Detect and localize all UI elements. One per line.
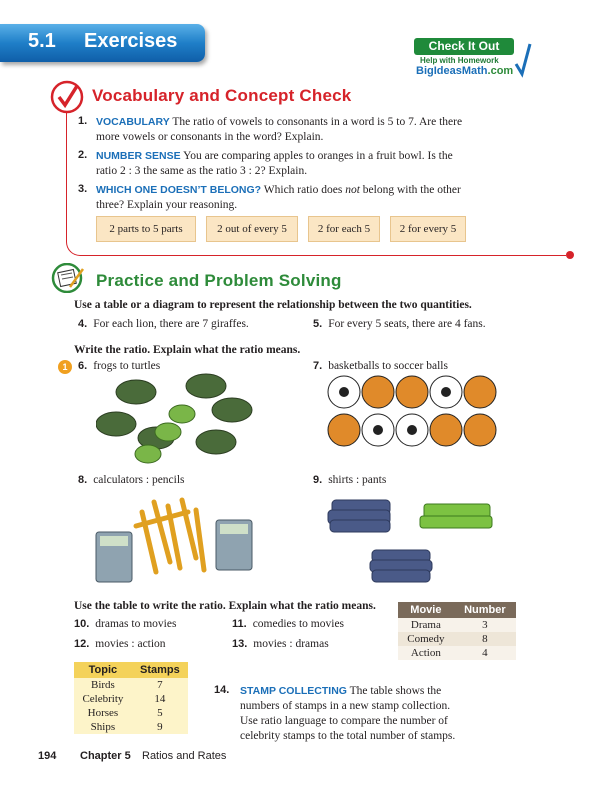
table-row: Horses 5 [74, 706, 188, 720]
section-number: 5.1 [28, 30, 56, 52]
instruction-1: Use a table or a diagram to represent the relationship between the two quantities. [74, 299, 472, 311]
table-row: Celebrity 14 [74, 692, 188, 706]
check-it-out-badge[interactable] [414, 38, 532, 82]
frogs-turtles-illustration [96, 372, 256, 468]
badge-subtitle: Help with Homework [420, 56, 499, 65]
chapter-label: Chapter 5 [80, 750, 131, 762]
stamp-table: Topic Stamps Birds 7 Celebrity 14 Horses 5 Ships 9 [74, 662, 188, 734]
movie-table: Movie Number Drama 3 Comedy 8 Action 4 [398, 602, 516, 660]
table-row: Drama 3 [398, 618, 516, 632]
balls-illustration [326, 374, 498, 450]
exercise-1: 1. VOCABULARY The ratio of vowels to consonants in a word is 5 to 7. Are there more vowels or consonants in the word? Explain. [78, 115, 463, 143]
practice-title: Practice and Problem Solving [96, 271, 342, 290]
checkmark-icon [514, 40, 532, 78]
choice-2: 2 out of every 5 [206, 216, 298, 242]
exercise-4: 4. For each lion, there are 7 giraffes. [78, 318, 249, 330]
exercise-6: 6. frogs to turtles [78, 360, 161, 372]
exercise-3: 3. WHICH ONE DOESN’T BELONG? Which ratio does not belong with the other three? Explain your reasoning. [78, 183, 461, 211]
badge-title: Check It Out [414, 38, 514, 55]
page-number: 194 [38, 750, 57, 762]
exercise-7: 7. basketballs to soccer balls [313, 360, 448, 372]
table-row: Ships 9 [74, 720, 188, 734]
vocab-title: Vocabulary and Concept Check [92, 86, 352, 105]
section-banner [0, 24, 205, 62]
instruction-3: Use the table to write the ratio. Explain what the ratio means. [74, 600, 376, 612]
choice-1: 2 parts to 5 parts [96, 216, 196, 242]
choice-3: 2 for each 5 [308, 216, 380, 242]
calculators-pencils-illustration [92, 492, 262, 590]
chapter-title: Ratios and Rates [142, 750, 227, 762]
exercise-14: 14. STAMP COLLECTING The table shows the numbers of stamps in a new stamp collection. Use ratio language to compare the number of celebrity stamps to the total number of stamps. [214, 684, 456, 742]
table-row: Action 4 [398, 646, 516, 660]
choice-4: 2 for every 5 [390, 216, 466, 242]
example-marker: 1 [58, 360, 72, 374]
exercise-10: 10. dramas to movies [74, 618, 177, 630]
exercise-9: 9. shirts : pants [313, 474, 387, 486]
table-row: Comedy 8 [398, 632, 516, 646]
exercise-5: 5. For every 5 seats, there are 4 fans. [313, 318, 486, 330]
table-row: Birds 7 [74, 678, 188, 692]
exercise-8: 8. calculators : pencils [78, 474, 185, 486]
shirts-pants-illustration [326, 488, 502, 592]
badge-website: BigIdeasMath.com [416, 65, 514, 77]
exercise-12: 12. movies : action [74, 638, 166, 650]
exercise-2: 2. NUMBER SENSE You are comparing apples to oranges in a fruit bowl. Is the ratio 2 : 3 the same as the ratio 3 : 2? Explain. [78, 149, 453, 177]
notepad-icon [50, 263, 86, 293]
instruction-2: Write the ratio. Explain what the ratio means. [74, 344, 301, 356]
exercise-11: 11. comedies to movies [232, 618, 345, 630]
exercise-13: 13. movies : dramas [232, 638, 329, 650]
checkmark-circle-icon [50, 80, 84, 114]
section-title: Exercises [84, 30, 178, 52]
